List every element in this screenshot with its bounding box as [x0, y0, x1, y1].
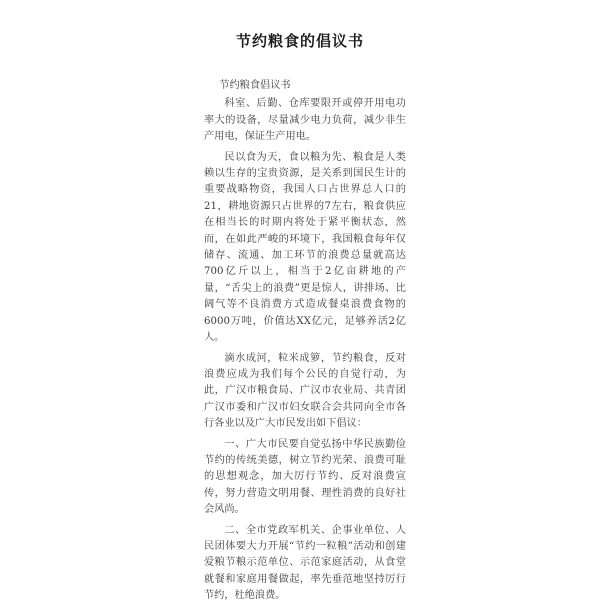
document-title: 节约粮食的倡议书 [235, 32, 364, 50]
document-subtitle: 节约粮食倡议书 [219, 80, 291, 91]
paragraph: 滴水成河，粒米成箩，节约粮食，反对浪费应成为我们每个公民的自觉行动，为此，广汉市粮食局、广汉市农业局、共青团广汉市委和广汉市妇女联合会共同向全市各行各业以及广大市民发出如下倡议： [204, 352, 406, 430]
paragraph: 二、全市党政军机关、企事业单位、人民团体要大力开展“节约一粒粮”活动和创建爱粮节粮示范单位、示范家庭活动，从食堂就餐和家庭用餐做起，率先垂范地坚持厉行节约，杜绝浪费。 [204, 524, 406, 602]
document-body [204, 68, 406, 609]
paragraph: 科室、后勤、仓库要限开或停开用电功率大的设备，尽量减少电力负荷，减少非生产用电，保证生产用电。 [204, 98, 406, 143]
paragraph: 民以食为天，食以粮为先、粮食是人类赖以生存的宝贵资源，是关系到国民生计的重要战略物资，我国人口占世界总人口的21，耕地资源只占世界的7左右，粮食供应在相当长的时期内将处于紧平衡状态，然而，在如此严峻的环境下，我国粮食每年仅储存、流通、加工环节的浪费总量就高达700亿斤以上，相当于2亿亩耕地的产量，“舌尖上的浪费”更是惊人，讲排场、比阔气等不良消费方式造成餐桌浪费食物的6000万吨，价值达XX亿元，足够养活2亿人。 [204, 151, 406, 344]
paragraph: 一、广大市民要自觉弘扬中华民族勤俭节约的传统美德，树立节约光荣、浪费可耻的思想观念，加大厉行节约、反对浪费宣传，努力营造文明用餐、理性消费的良好社会风尚。 [204, 438, 406, 516]
